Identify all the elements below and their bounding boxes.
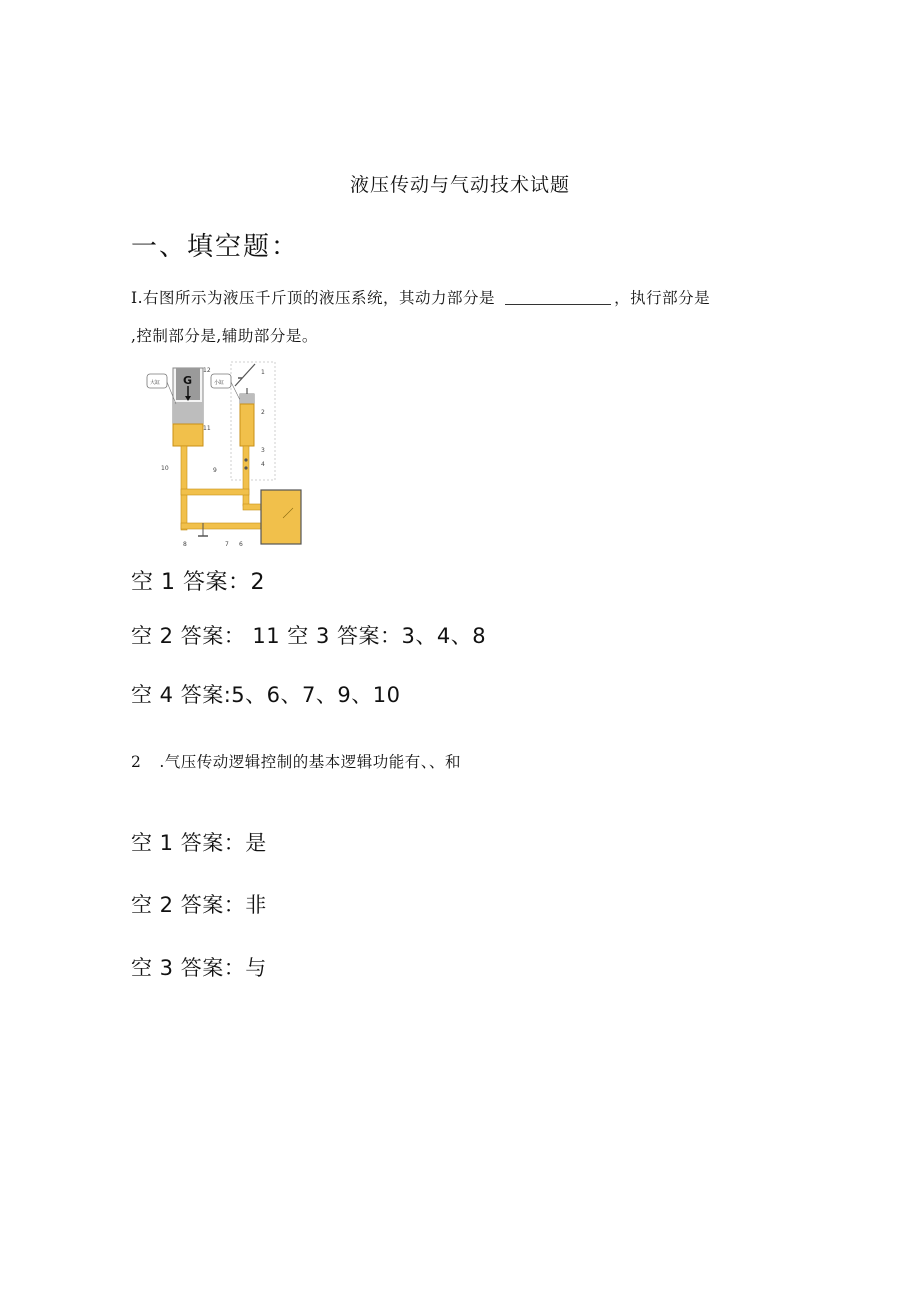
pipe-lower [181,523,261,529]
q2-answer-3: 空 3 答案：与 [131,956,267,980]
q1-answer-2: 空 2 答案： 11 空 3 答案：3、4、8 [131,624,487,648]
question-1-text-b: ，执行部分是 [614,289,711,307]
question-2 [131,750,461,772]
check-valve-4 [244,466,247,469]
q2-answer-1: 空 1 答案：是 [131,831,267,855]
question-1-line-1 [131,286,710,308]
pipe-right [243,446,249,506]
section-heading: 一、填空题： [131,232,300,262]
q1-answer-3: 空 4 答案:5、6、7、9、10 [131,683,401,707]
big-cylinder-oil [173,424,203,446]
label-12: 12 [203,367,211,374]
label-2: 2 [261,409,265,416]
question-2-number: 2 [131,753,142,771]
hydraulic-jack-diagram [143,360,313,550]
label-9: 9 [213,467,217,474]
label-10: 10 [161,465,169,472]
document-title: 液压传动与气动技术试题 [349,174,570,196]
question-1-text-a: I.右图所示为液压千斤顶的液压系统，其动力部分是 [131,289,496,307]
answer-blank [505,304,611,305]
big-piston-tag-text: 大缸 [150,380,161,386]
q2-answer-2: 空 2 答案：非 [131,893,267,917]
label-1: 1 [261,369,265,376]
label-3: 3 [261,447,265,454]
small-piston-tag-text: 小缸 [214,380,225,386]
q1-answer-1: 空 1 答案：2 [131,570,265,595]
pipe-tank-in [243,504,261,510]
load-label: G [183,374,193,387]
pipe-left [181,446,187,530]
label-11: 11 [203,425,211,432]
label-7: 7 [225,541,229,548]
label-8: 8 [183,541,187,548]
small-piston [240,394,254,404]
big-piston [173,402,203,424]
oil-tank [261,490,301,544]
question-2-text: .气压传动逻辑控制的基本逻辑功能有、、和 [159,753,462,771]
question-1-line-2: ,控制部分是,辅助部分是。 [131,327,318,345]
hydraulic-jack-svg [143,360,313,550]
label-4: 4 [261,461,265,468]
small-cylinder-oil [240,404,254,446]
pipe-upper [181,489,249,495]
check-valve-3 [244,458,247,461]
label-6: 6 [239,541,243,548]
